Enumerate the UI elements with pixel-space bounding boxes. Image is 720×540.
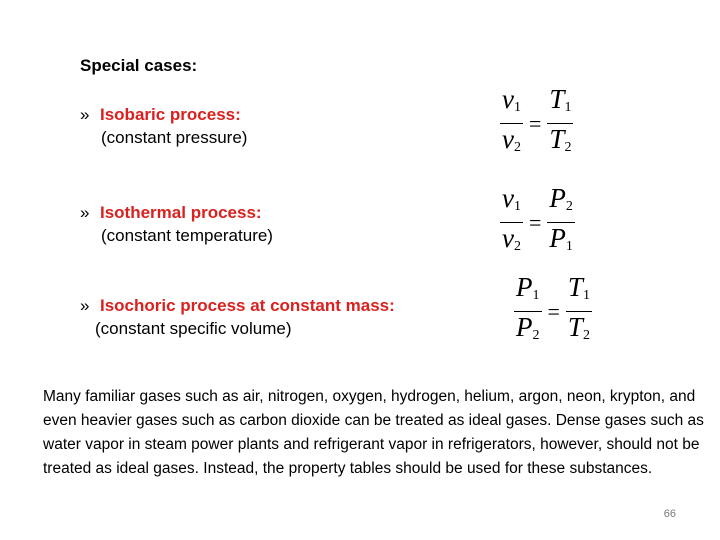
fraction-rhs — [547, 183, 575, 262]
case-subtitle: (constant pressure) — [101, 128, 248, 147]
page-number: 66 — [663, 508, 676, 520]
variable: v — [502, 183, 514, 213]
fraction-lhs — [500, 183, 523, 262]
fraction-lhs — [514, 272, 542, 351]
variable: v — [502, 223, 514, 253]
slide-heading: Special cases: — [80, 56, 198, 75]
variable: T — [549, 124, 565, 154]
formula-isobaric — [500, 84, 573, 163]
case-subtitle: (constant temperature) — [101, 226, 273, 245]
subscript: 2 — [532, 328, 540, 343]
formula-isothermal — [500, 183, 575, 262]
subscript: 1 — [532, 288, 540, 303]
fraction-rhs — [566, 272, 592, 351]
case-title: Isochoric process at constant mass: — [100, 296, 395, 315]
case-isobaric — [80, 103, 247, 149]
case-isochoric — [80, 294, 395, 340]
variable: T — [567, 272, 583, 302]
variable: v — [502, 84, 514, 114]
subscript: 2 — [513, 239, 521, 254]
case-title: Isobaric process: — [100, 105, 241, 124]
variable: P — [516, 312, 533, 342]
fraction-lhs — [500, 84, 523, 163]
subscript: 2 — [582, 328, 590, 343]
formula-isochoric — [514, 272, 592, 351]
subscript: 1 — [564, 100, 572, 115]
bullet-marker: » — [80, 296, 90, 315]
subscript: 1 — [513, 199, 521, 214]
variable: P — [549, 183, 566, 213]
variable: T — [549, 84, 565, 114]
equals-sign: = — [528, 209, 542, 235]
subscript: 2 — [565, 199, 573, 214]
subscript: 2 — [564, 140, 572, 155]
variable: T — [567, 312, 583, 342]
equals-sign: = — [528, 110, 542, 136]
bullet-marker: » — [80, 105, 90, 124]
subscript: 1 — [513, 100, 521, 115]
variable: P — [516, 272, 533, 302]
bullet-marker: » — [80, 203, 90, 222]
variable: P — [549, 223, 566, 253]
case-title: Isothermal process: — [100, 203, 262, 222]
case-subtitle: (constant specific volume) — [95, 319, 292, 338]
case-isothermal — [80, 201, 273, 247]
subscript: 1 — [565, 239, 573, 254]
body-paragraph: Many familiar gases such as air, nitrogen, oxygen, hydrogen, helium, argon, neon, krypton, and even heavier gases such as carbon dioxide can be treated as ideal gases. Dense gases such as water vapor in steam power plants and refrigerant vapor in refrigerators, however, should not be treated as ideal gases. Instead, the property tables should be used for these substances. — [43, 388, 704, 477]
fraction-rhs — [547, 84, 573, 163]
variable: v — [502, 124, 514, 154]
equals-sign: = — [547, 298, 560, 324]
subscript: 2 — [513, 140, 521, 155]
subscript: 1 — [582, 288, 590, 303]
